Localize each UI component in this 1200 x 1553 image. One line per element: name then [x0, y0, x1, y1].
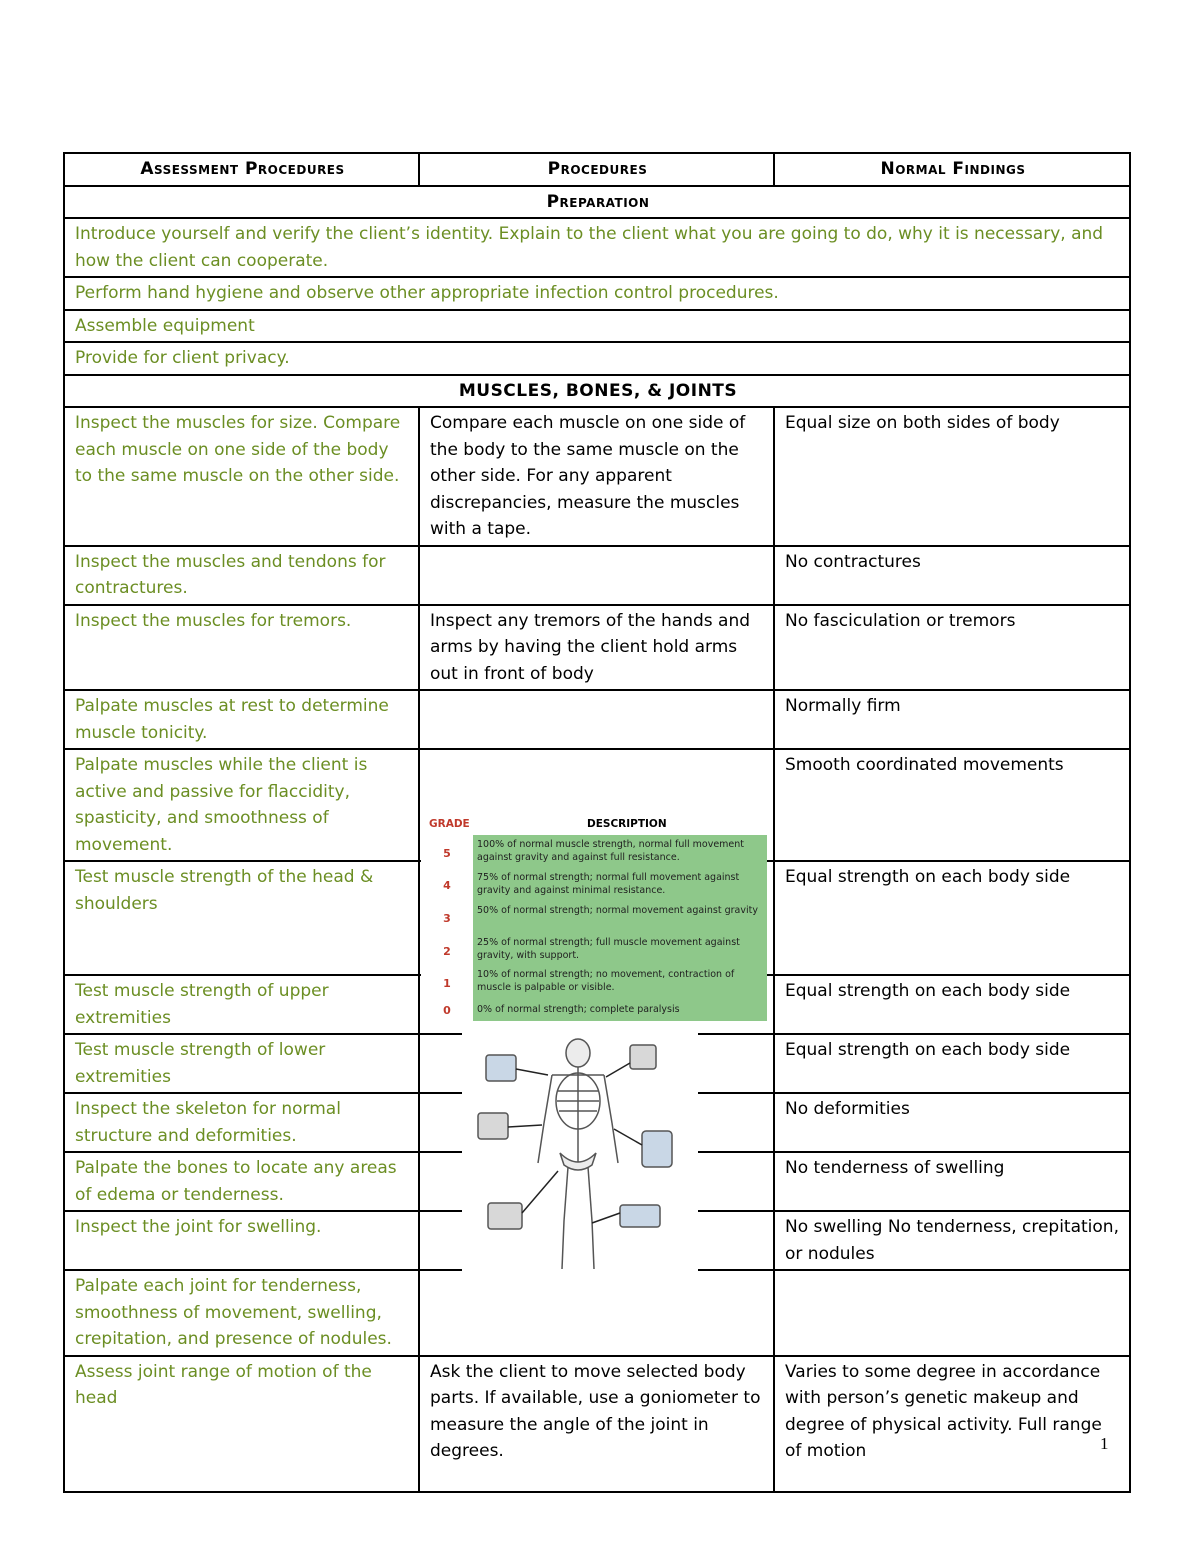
- finding-cell: Smooth coordinated movements: [774, 749, 1130, 861]
- assessment-cell: Inspect the muscles for size. Compare each muscle on one side of the body to the same muscle on the other side.: [64, 407, 419, 546]
- table-row: [64, 407, 1130, 546]
- procedure-cell: [419, 1270, 774, 1356]
- finding-cell: Equal strength on each body side: [774, 975, 1130, 1034]
- procedure-cell: [419, 690, 774, 749]
- assessment-cell: Palpate the bones to locate any areas of edema or tenderness.: [64, 1152, 419, 1211]
- finding-cell: Equal strength on each body side: [774, 861, 1130, 975]
- finding-cell: No fasciculation or tremors: [774, 605, 1130, 691]
- assessment-cell: Inspect the joint for swelling.: [64, 1211, 419, 1270]
- grade-number: 3: [443, 912, 451, 925]
- finding-cell: [774, 1270, 1130, 1356]
- prep-row: Introduce yourself and verify the client’s identity. Explain to the client what you are going to do, why it is necessary, and how the client can cooperate.: [64, 218, 1130, 277]
- grade-description: 75% of normal strength; normal full movement against gravity and against minimal resistance.: [477, 872, 740, 896]
- grade-description: 50% of normal strength; normal movement against gravity: [477, 905, 758, 916]
- procedure-cell: Inspect any tremors of the hands and arms by having the client hold arms out in front of body: [419, 605, 774, 691]
- page-number: 1: [1100, 1434, 1109, 1453]
- grade-description: 100% of normal muscle strength, normal full movement against gravity and against full resistance.: [477, 839, 745, 863]
- finding-cell: Equal strength on each body side: [774, 1034, 1130, 1093]
- header-findings: Normal Findings: [774, 153, 1130, 186]
- grade-description: 0% of normal strength; complete paralysis: [477, 1004, 680, 1015]
- section-preparation: Preparation: [64, 186, 1130, 219]
- finding-cell: No tenderness of swelling: [774, 1152, 1130, 1211]
- table-row: [64, 690, 1130, 749]
- grade-number: 4: [443, 879, 451, 892]
- header-procedures: Procedures: [419, 153, 774, 186]
- finding-cell: Varies to some degree in accordance with person’s genetic makeup and degree of physical activity. Full range of motion: [774, 1356, 1130, 1492]
- prep-row: Provide for client privacy.: [64, 342, 1130, 375]
- header-row: [64, 153, 1130, 186]
- grade-number: 1: [443, 977, 451, 990]
- prep-row: Perform hand hygiene and observe other appropriate infection control procedures.: [64, 277, 1130, 310]
- grade-number: 5: [443, 847, 451, 860]
- grade-description: 10% of normal strength; no movement, contraction of muscle is palpable or visible.: [477, 969, 735, 993]
- grade-column-header: GRADE: [429, 818, 470, 830]
- table-row: [64, 546, 1130, 605]
- finding-cell: Normally firm: [774, 690, 1130, 749]
- grade-description: 25% of normal strength; full muscle movement against gravity, with support.: [477, 937, 740, 961]
- assessment-cell: Test muscle strength of upper extremities: [64, 975, 419, 1034]
- table-row: [64, 605, 1130, 691]
- header-assessment: Assessment Procedures: [64, 153, 419, 186]
- skeleton-joints-illustration: [462, 1033, 698, 1281]
- assessment-cell: Test muscle strength of lower extremities: [64, 1034, 419, 1093]
- procedure-cell: Ask the client to move selected body parts. If available, use a goniometer to measure the angle of the joint in degrees.: [419, 1356, 774, 1492]
- finding-cell: No deformities: [774, 1093, 1130, 1152]
- finding-cell: Equal size on both sides of body: [774, 407, 1130, 546]
- assessment-cell: Inspect the muscles and tendons for contractures.: [64, 546, 419, 605]
- grade-number-column: [421, 835, 473, 1021]
- assessment-cell: Inspect the skeleton for normal structure and deformities.: [64, 1093, 419, 1152]
- assessment-cell: Inspect the muscles for tremors.: [64, 605, 419, 691]
- table-row: [64, 1270, 1130, 1356]
- finding-cell: No contractures: [774, 546, 1130, 605]
- assessment-cell: Test muscle strength of the head & shoulders: [64, 861, 419, 975]
- section-muscles-bones-joints: MUSCLES, BONES, & JOINTS: [64, 375, 1130, 408]
- grade-number: 0: [443, 1004, 451, 1017]
- finding-cell: No swelling No tenderness, crepitation, or nodules: [774, 1211, 1130, 1270]
- grade-number: 2: [443, 945, 451, 958]
- prep-row: Assemble equipment: [64, 310, 1130, 343]
- table-row: [64, 1356, 1130, 1492]
- procedure-cell: Compare each muscle on one side of the body to the same muscle on the other side. For any apparent discrepancies, measure the muscles with a tape.: [419, 407, 774, 546]
- description-column-header: DESCRIPTION: [587, 818, 667, 830]
- assessment-cell: Palpate muscles while the client is active and passive for flaccidity, spasticity, and smoothness of movement.: [64, 749, 419, 861]
- muscle-grade-table-image: [421, 811, 767, 1021]
- procedure-cell: [419, 546, 774, 605]
- assessment-cell: Palpate muscles at rest to determine muscle tonicity.: [64, 690, 419, 749]
- assessment-cell: Palpate each joint for tenderness, smoothness of movement, swelling, crepitation, and presence of nodules.: [64, 1270, 419, 1356]
- assessment-cell: Assess joint range of motion of the head: [64, 1356, 419, 1492]
